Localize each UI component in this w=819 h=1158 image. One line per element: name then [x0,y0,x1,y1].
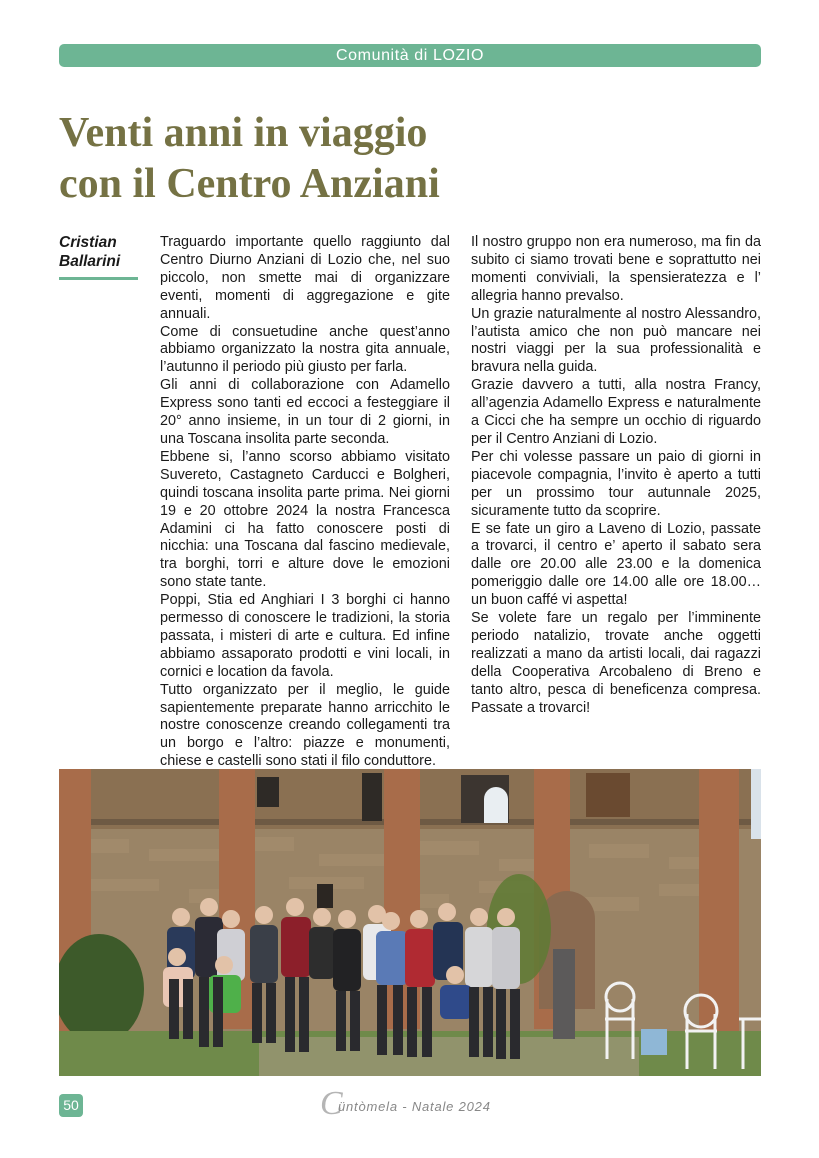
group-photo [59,769,761,1076]
paragraph: Poppi, Stia ed Anghiari I 3 borghi ci hanno permesso di conoscere le tradizioni, la storia passata, i misteri di arte e cultura. Ed infine abbiamo assaporato prodotti e vini locali, in cornici e location da favola. [160,592,450,680]
paragraph: Gli anni di collaborazione con Adamello Express sono tanti ed eccoci a festeggiare il 20° anno insieme, in un tour di 2 giorni, in una Toscana insolita parte seconda. [160,377,450,447]
page-number-text: 50 [63,1097,79,1113]
paragraph: Tutto organizzato per il meglio, le guide sapientemente preparate hanno arricchito le nostre conoscenze creando collegamenti tra un borgo e l’altro: piazze e monumenti, chiese e castelli sono stati il filo conduttore. [160,681,450,770]
author-last-name: Ballarini [59,253,121,270]
group-photo-illustration [59,769,761,1076]
author-first-name: Cristian [59,234,117,251]
paragraph: E se fate un giro a Laveno di Lozio, passate a trovarci, il centro e’ aperto il sabato sera dalle ore 20.00 alle 23.00 e la domenica pomeriggio dalle ore 14.00 alle ore 18.00… un buon caffé vi aspetta! [471,520,761,609]
article-title [59,108,761,210]
page-number [59,1094,83,1117]
paragraph: Grazie davvero a tutti, alla nostra Francy, all’agenzia Adamello Express e naturalmente a Cicci che ha sempre un occhio di riguardo per il Centro Anziani di Lozio. [471,377,761,447]
paragraph: Ebbene si, l’anno scorso abbiamo visitato Suvereto, Castagneto Carducci e Bolgheri, quindi toscana insolita parte prima. Nei giorni 19 e 20 ottobre 2024 la nostra Francesca Adamini ci ha fatto conoscere posti di nicchia: una Toscana dal fascino medievale, tra borghi, torri e alture dove le emozioni sono state tante. [160,448,450,591]
paragraph: Traguardo importante quello raggiunto dal Centro Diurno Anziani di Lozio che, nel suo piccolo, non smette mai di organizzare eventi, momenti di aggregazione e gite annuali. [160,234,450,322]
article-title-line2: con il Centro Anziani [59,161,440,207]
article-title-line1: Venti anni in viaggio [59,110,428,156]
magazine-issue: üntòmela - Natale 2024 [338,1099,491,1114]
author-byline [59,233,138,280]
magazine-logo-letter: C [320,1085,343,1122]
section-header [59,44,761,67]
magazine-footer [320,1086,520,1122]
section-title: Comunità di LOZIO [335,47,485,64]
paragraph: Un grazie naturalmente al nostro Alessandro, l’autista amico che non può mancare nei nostri viaggi per la sua professionalità e bravura nella guida. [471,305,761,376]
article-column-2 [471,234,761,717]
paragraph: Come di consuetudine anche quest’anno abbiamo organizzato la nostra gita annuale, l’autunno il periodo più giusto per farla. [160,323,450,376]
paragraph: Se volete fare un regalo per l’imminente periodo natalizio, trovate anche oggetti realizzati a mano da artisti locali, dai ragazzi della Cooperativa Arcobaleno di Breno e tanto altro, pesca di beneficenza compresa. Passate a trovarci! [471,610,761,716]
paragraph: Per chi volesse passare un paio di giorni in piacevole compagnia, l’invito è aperto a tutti per un prossimo tour autunnale 2025, sicuramente tutto da scoprire. [471,448,761,519]
paragraph: Il nostro gruppo non era numeroso, ma fin da subito ci siamo trovati bene e soprattutto nei momenti conviviali, la spensieratezza e l’ allegria hanno prevalso. [471,234,761,304]
article-column-1 [160,234,450,771]
